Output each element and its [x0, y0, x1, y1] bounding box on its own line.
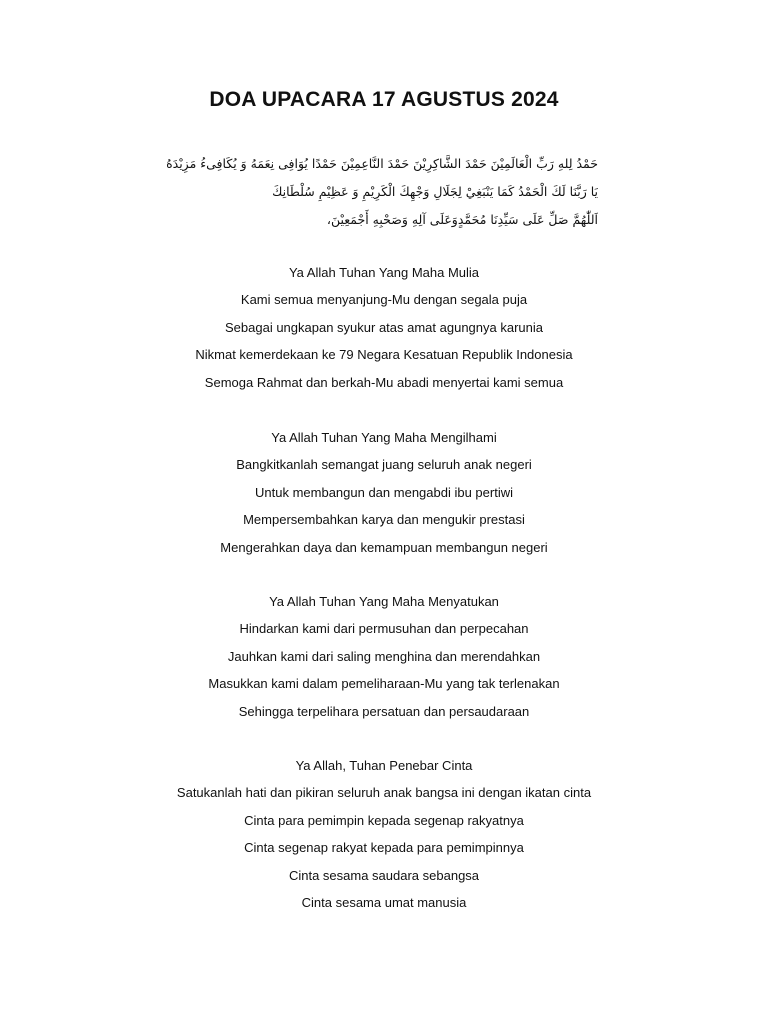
stanza-line: Sehingga terpelihara persatuan dan persaudaraan [238, 703, 530, 719]
arabic-line: حَمْدُ لِلهِ رَبِّ الْعَالَمِيْنَ حَمْدَ الشَّاكِرِيْنَ حَمْدَ النَّاعِمِيْنَ حَمْدًا يُوَافِى نِعَمَهُ وَ يُكَافِىءُ مَزِيْدَهُ [166, 156, 598, 171]
stanza-maha-menyatukan [0, 588, 768, 725]
stanza-line: Jauhkan kami dari saling menghina dan merendahkan [227, 648, 541, 664]
stanza-line: Masukkan kami dalam pemeliharaan-Mu yang tak terlenakan [208, 676, 560, 692]
stanza-line: Bangkitkanlah semangat juang seluruh anak negeri [236, 457, 532, 473]
stanza-line: Ya Allah Tuhan Yang Maha Mengilhami [271, 430, 497, 445]
stanza-maha-mengilhami [0, 424, 768, 561]
stanza-line: Kami semua menyanjung-Mu dengan segala puja [240, 292, 528, 308]
stanza-line: Nikmat kemerdekaan ke 79 Negara Kesatuan Republik Indonesia [195, 347, 573, 363]
stanza-line: Sebagai ungkapan syukur atas amat agungnya karunia [225, 319, 543, 335]
stanza-line: Mempersembahkan karya dan mengukir prestasi [243, 512, 525, 528]
document-title: DOA UPACARA 17 AGUSTUS 2024 [209, 88, 559, 111]
stanza-line: Ya Allah Tuhan Yang Maha Mulia [288, 265, 480, 280]
stanza-line: Satukanlah hati dan pikiran seluruh anak bangsa ini dengan ikatan cinta [176, 785, 592, 801]
stanza-line: Ya Allah Tuhan Yang Maha Menyatukan [269, 594, 499, 609]
stanza-line: Cinta segenap rakyat kepada para pemimpinnya [244, 840, 524, 856]
stanza-line: Cinta sesama saudara sebangsa [288, 867, 480, 883]
stanza-line: Untuk membangun dan mengabdi ibu pertiwi [255, 484, 513, 500]
stanza-line: Cinta sesama umat manusia [301, 894, 467, 910]
stanza-line: Semoga Rahmat dan berkah-Mu abadi menyertai kami semua [204, 374, 564, 390]
stanza-line: Ya Allah, Tuhan Penebar Cinta [295, 758, 473, 773]
arabic-line: يَا رَبَّنَا لَكَ الْحَمْدُ كَمَا يَنْبَغِيْ لِجَلَالِ وَجْهِكَ الْكَرِيْمِ وَ عَظِيْمِ سُلْطَانِكَ [272, 184, 598, 199]
stanza-maha-mulia [0, 259, 768, 396]
arabic-line: اَللّٰهُمَّ صَلِّ عَلَى سَيِّدِنَا مُحَمَّدٍوَعَلَى آلِهِ وَصَحْبِهِ أَجْمَعِيْنَ، [326, 212, 598, 227]
stanza-line: Mengerahkan daya dan kemampuan membangun negeri [220, 539, 548, 555]
stanza-line: Hindarkan kami dari permusuhan dan perpecahan [239, 621, 529, 637]
stanza-line: Cinta para pemimpin kepada segenap rakyatnya [244, 812, 524, 828]
arabic-opening-prayer [150, 150, 598, 234]
stanza-penebar-cinta [0, 752, 768, 916]
